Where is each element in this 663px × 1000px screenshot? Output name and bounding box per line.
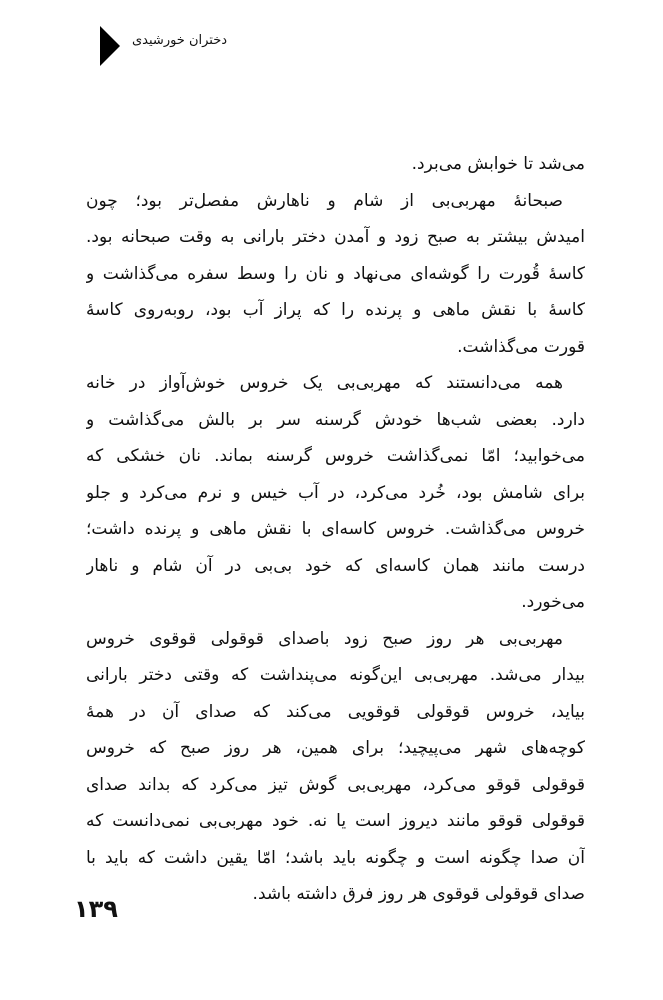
text-line: درست مانند همان کاسه‌ای که خود بی‌بی در آن شام و ناهار — [86, 555, 585, 576]
text-line: کوچه‌های شهر می‌پیچید؛ برای همین، هر روز صبح که خروس — [86, 738, 585, 758]
body-text — [86, 146, 585, 913]
text-line: کاسهٔ قُورت را گوشه‌ای می‌نهاد و نان را وسط سفره می‌گذاشت و — [86, 263, 585, 284]
page-number: ۱۳۹ — [74, 895, 118, 923]
text-line: امیدش بیشتر به صبح زود و آمدن دختر بارانی به وقت صبحانه بود. — [86, 227, 585, 247]
text-line: دارد. بعضی شب‌ها خودش گرسنه سر بر بالش می‌گذاشت و — [86, 409, 585, 430]
triangle-marker-icon — [100, 26, 120, 66]
text-line: آن صدا چگونه است و چگونه باید باشد؛ امّا یقین داشت که باید با — [86, 847, 585, 868]
text-line: قوقولی قوقو مانند دیروز است یا نه. خود مهربی‌بی نمی‌دانست که — [86, 811, 585, 831]
text-line: کاسهٔ با نقش ماهی و پرنده را که پراز آب بود، روبه‌روی کاسهٔ — [86, 300, 585, 320]
text-line: همه می‌دانستند که مهربی‌بی یک خروس خوش‌آواز در خانه — [86, 373, 563, 393]
text-line: بیاید، خروس قوقولی قوقویی می‌کند که صدای آن در همهٔ — [86, 701, 585, 722]
text-line: قوقولی قوقو می‌کرد، مهربی‌بی گوش تیز می‌کرد که بداند صدای — [86, 774, 585, 795]
text-line: می‌شد تا خوابش می‌برد. — [411, 154, 585, 174]
text-line: خروس می‌گذاشت. خروس کاسه‌ای با نقش ماهی و پرنده داشت؛ — [86, 519, 585, 539]
text-line: صدای قوقولی قوقوی هر روز فرق داشته باشد. — [252, 884, 585, 904]
text-line: مهربی‌بی هر روز صبح زود باصدای قوقولی قوقوی خروس — [86, 628, 563, 649]
text-line: برای شامش بود، خُرد می‌کرد، در آب خیس و نرم می‌کرد و جلو — [86, 482, 585, 503]
running-head: دختران خورشیدی — [132, 33, 228, 48]
text-line: صبحانهٔ مهربی‌بی از شام و ناهارش مفصل‌تر بود؛ چون — [86, 190, 563, 211]
text-line: می‌خوابید؛ امّا نمی‌گذاشت خروس گرسنه بماند. نان خشکی که — [86, 446, 585, 466]
text-line: می‌خورد. — [521, 592, 585, 612]
text-line: بیدار می‌شد. مهربی‌بی این‌گونه می‌پنداشت که وقتی دختر بارانی — [86, 665, 585, 685]
text-line: قورت می‌گذاشت. — [457, 336, 585, 357]
